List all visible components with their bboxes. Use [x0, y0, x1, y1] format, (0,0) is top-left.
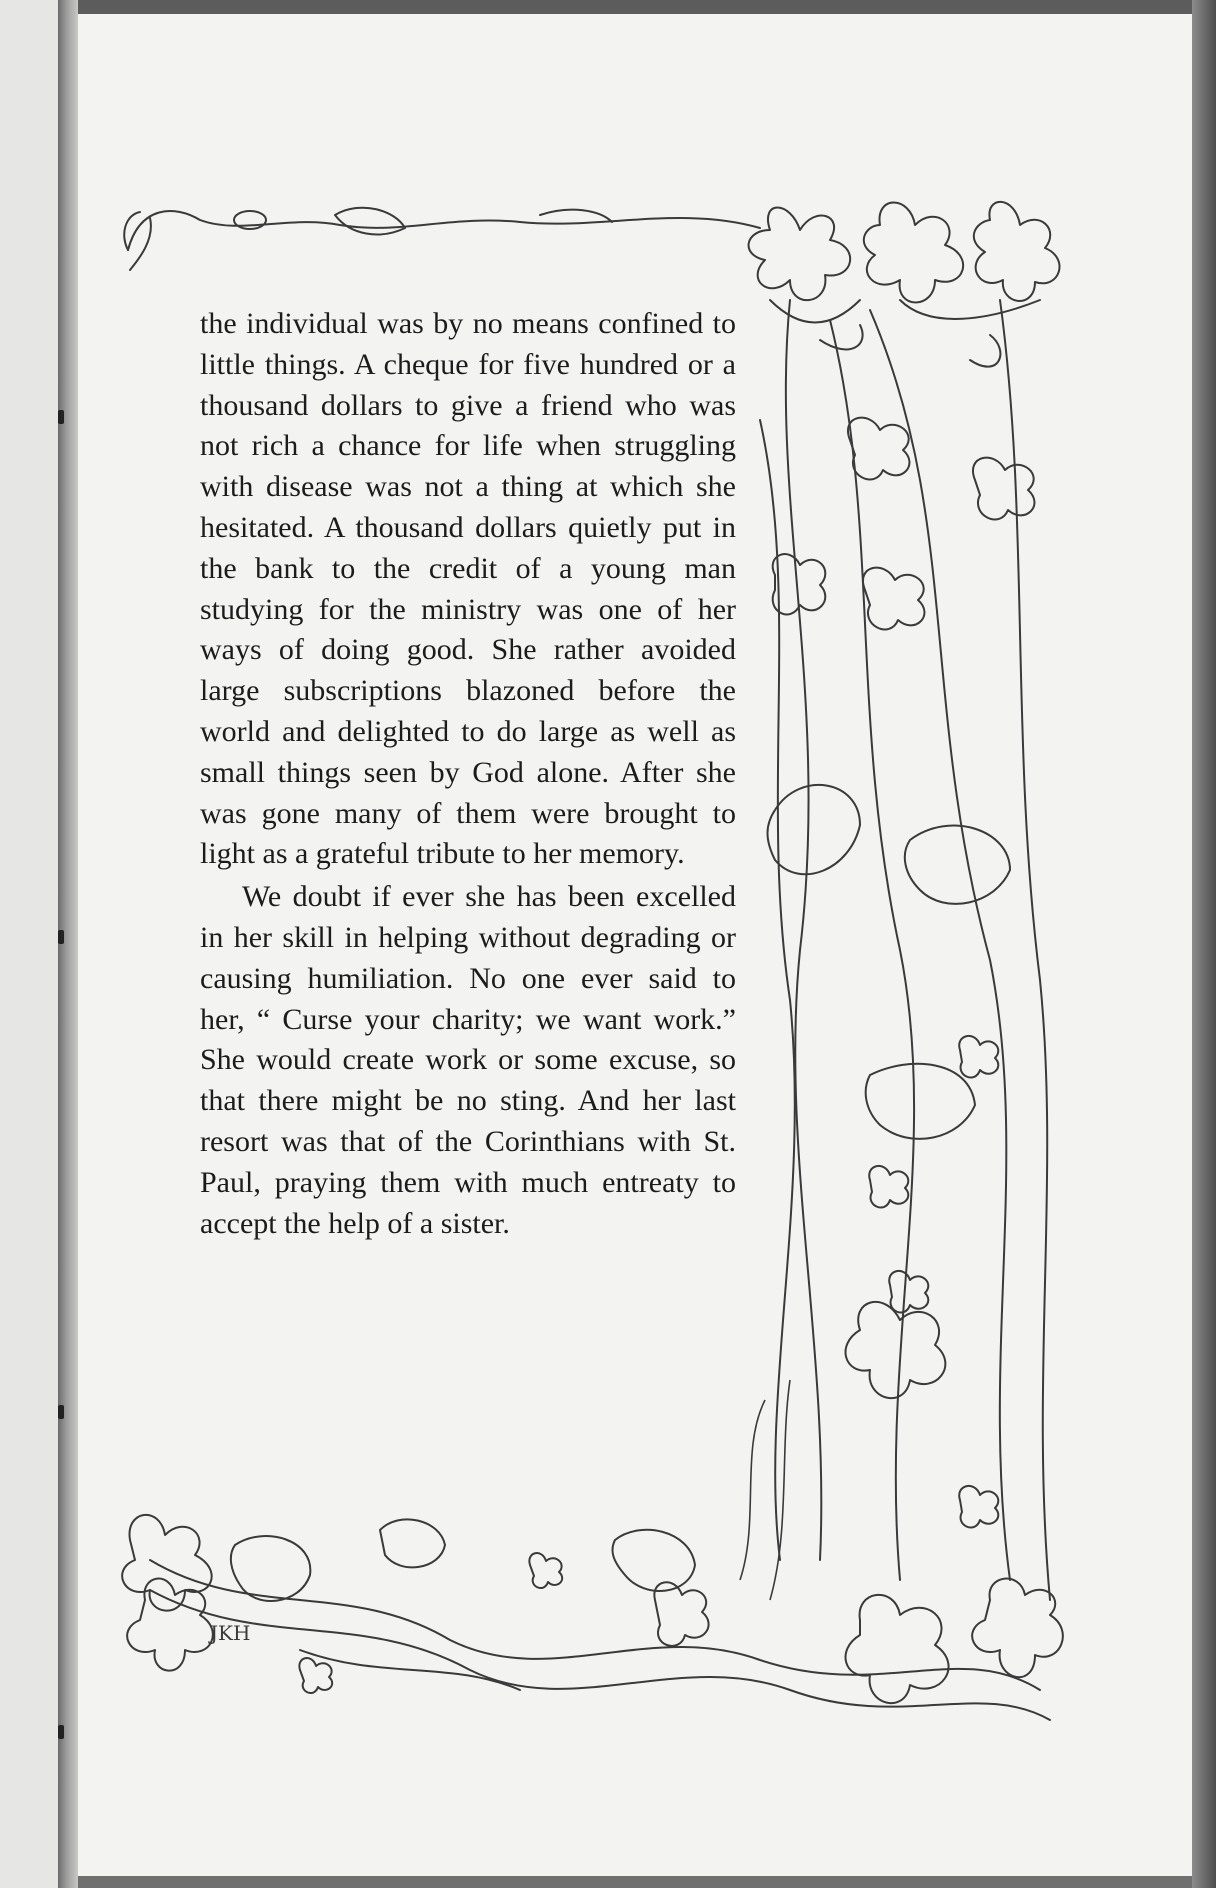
monogram-mark: JKH — [210, 1621, 251, 1645]
paragraph-2: We doubt if ever she has been excelled in her skill in helping without degrading or causing humiliation. No one ever said to her, “ Curse your charity; we want work.” She would create work or some excuse, so that there might be no sting. And her last resort was that of the Corinthians with St. Paul, praying them with much entreaty to accept the help of a sister. — [200, 880, 736, 1240]
paragraph-1: the individual was by no means confined to little things. A cheque for five hundred or a thousand dollars to give a friend who was not rich a chance for life when struggling with disease was not a thing at which she hesitated. A thousand dollars quietly put in the bank to the credit of a young man studying for the ministry was one of her ways of doing good. She rather avoided large subscriptions blazoned before the world and delighted to do large as well as small things seen by God alone. After she was gone many of them were brought to light as a grateful tribute to her memory. — [200, 307, 736, 871]
body-text-block — [200, 304, 736, 1244]
